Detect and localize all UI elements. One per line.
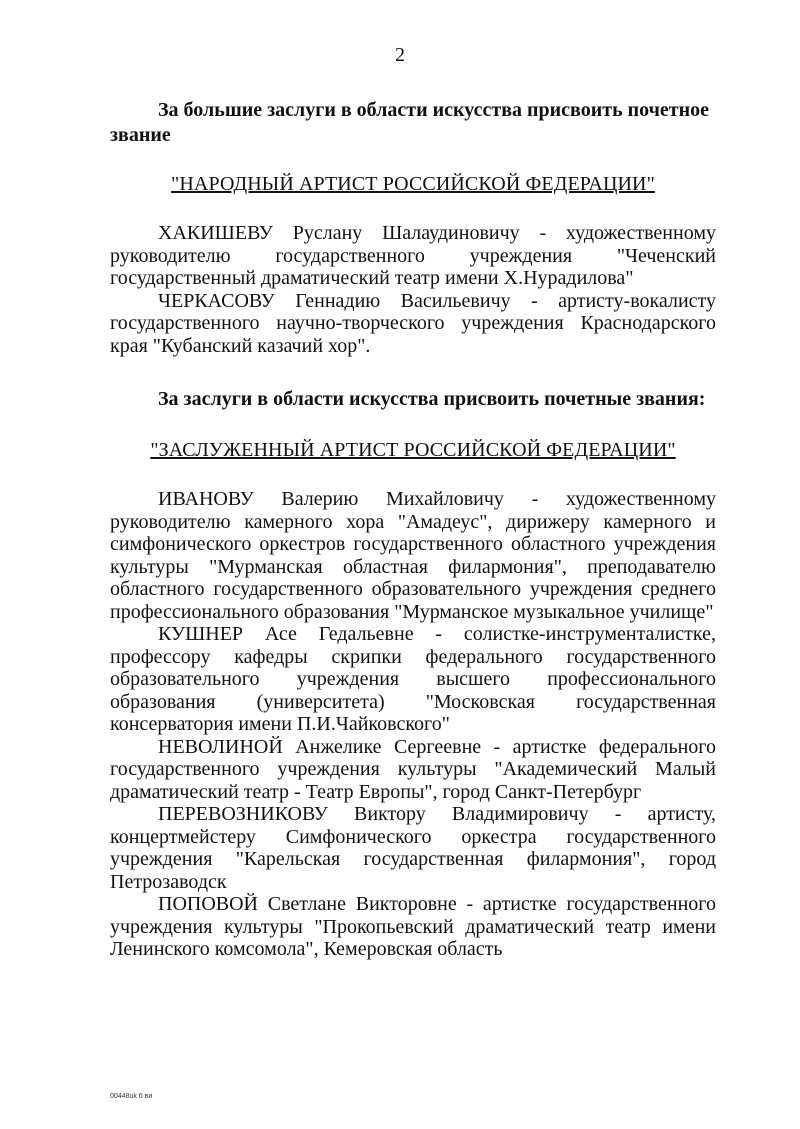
award-entry: ЧЕРКАСОВУ Геннадию Васильевичу - артисту-вокалисту государственного научно-творческого учреждения Краснодарского края "Кубанский казачий хор". [110,289,716,357]
section-heading-1: За большие заслуги в области искусства присвоить почетное звание [110,99,710,146]
footer-document-code: 00448uk 6 ви [110,1093,153,1100]
section-heading-2: За заслуги в области искусства присвоить почетные звания: [158,388,706,410]
award-entry: КУШНЕР Асе Гедальевне - солистке-инструменталистке, профессору кафедры скрипки федерального государственного образовательного учреждения высшего профессионального образования (университета) "Московская государственная консерватория имени П.И.Чайковского" [110,623,716,735]
award-entry: ПОПОВОЙ Светлане Викторовне - артистке государственного учреждения культуры "Прокопьевский драматический театр имени Ленинского комсомола", Кемеровская область [110,893,716,960]
award-entry: ИВАНОВУ Валерию Михайловичу - художественному руководителю камерного хора "Амадеус", дирижеру камерного и симфонического оркестров государственного областного учреждения культуры "Мурманская областная филармония", преподавателю областного государственного образовательного учреждения среднего профессионального образования "Мурманское музыкальное училище" [110,488,716,623]
rank-title-1: "НАРОДНЫЙ АРТИСТ РОССИЙСКОЙ ФЕДЕРАЦИИ" [171,173,655,195]
award-entry: НЕВОЛИНОЙ Анжелике Сергеевне - артистке федерального государственного учреждения культуры "Академический Малый драматический театр - Театр Европы", город Санкт-Петербург [110,735,716,803]
rank-title-2: "ЗАСЛУЖЕННЫЙ АРТИСТ РОССИЙСКОЙ ФЕДЕРАЦИИ" [150,439,676,461]
award-entry: ХАКИШЕВУ Руслану Шалаудиновичу - художественному руководителю государственного учреждения "Чеченский государственный драматический театр имени Х.Нурадилова" [110,222,716,289]
document-body [110,98,716,961]
page-number: 2 [395,44,405,66]
award-entry: ПЕРЕВОЗНИКОВУ Виктору Владимировичу - артисту, концертмейстеру Симфонического оркестра государственного учреждения "Карельская государственная филармония", город Петрозаводск [110,803,716,893]
